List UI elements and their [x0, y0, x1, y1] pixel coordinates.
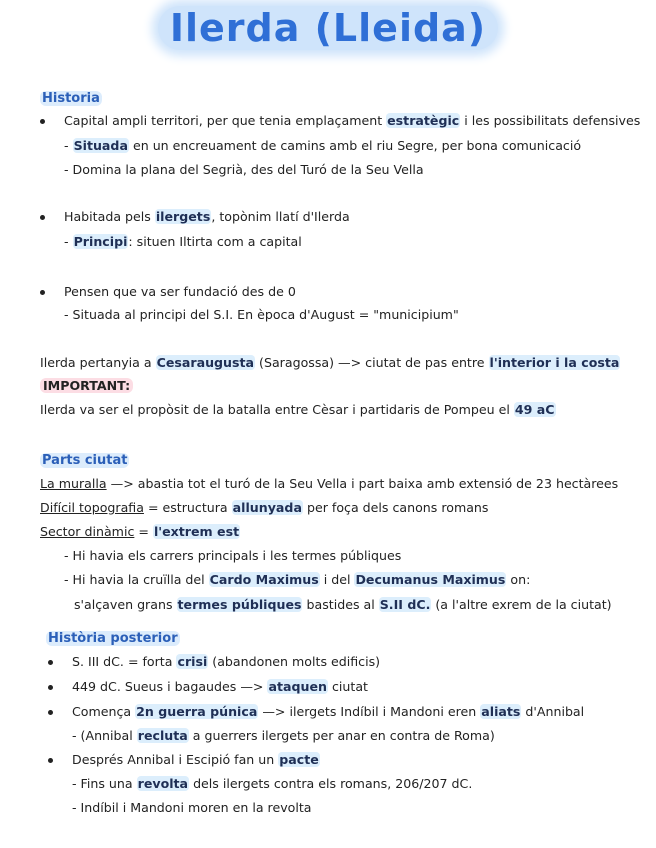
bullet-line	[48, 752, 53, 768]
text: Després Annibal i Escipió fan un	[72, 752, 279, 767]
important-label: IMPORTANT:	[40, 378, 133, 393]
bold-text: Decumanus Maximus	[355, 572, 506, 587]
bold-text: Situada	[73, 138, 128, 153]
text: -	[64, 138, 73, 153]
text: —> ilergets Indíbil i Mandoni eren	[258, 704, 481, 719]
bold-text: l'interior i la costa	[489, 355, 620, 370]
historia-b1s2: - Domina la plana del Segrià, des del Turó de la Seu Vella	[64, 162, 424, 177]
parts-l3s1: - Hi havia els carrers principals i les termes públiques	[64, 548, 402, 563]
historia-b2	[64, 209, 350, 225]
important-line	[40, 378, 133, 394]
bold-text: allunyada	[232, 500, 302, 515]
text: S. III dC. = forta	[72, 654, 177, 669]
bullet-dot-icon	[40, 215, 45, 220]
posterior-b2	[72, 679, 368, 695]
text: i les possibilitats defensives	[460, 113, 641, 128]
historia-b3s1: - Situada al principi del S.I. En època d'August = "municipium"	[64, 307, 459, 322]
parts-l2	[40, 500, 488, 516]
section-parts	[40, 452, 129, 469]
text: Comença	[72, 704, 136, 719]
bold-text: Cardo Maximus	[209, 572, 319, 587]
underlined-text: La muralla	[40, 476, 107, 491]
parts-l1	[40, 476, 618, 492]
bold-text: 2n guerra púnica	[136, 704, 258, 719]
section-historia	[40, 90, 102, 107]
bullet-dot-icon	[40, 290, 45, 295]
text: = estructura	[143, 500, 232, 515]
text: bastides al	[302, 597, 379, 612]
underlined-text: Sector dinàmic	[40, 524, 135, 539]
bullet-line	[40, 209, 45, 225]
underlined-text: Difícil topografia	[40, 500, 144, 515]
parts-l3s3	[74, 597, 612, 613]
section-posterior	[46, 630, 180, 647]
text: -	[64, 234, 73, 249]
text: , topònim llatí d'Ilerda	[211, 209, 350, 224]
text: : situen Iltirta com a capital	[128, 234, 302, 249]
text: Habitada pels	[64, 209, 155, 224]
bold-text: crisi	[177, 654, 208, 669]
section-heading: Parts ciutat	[42, 453, 128, 468]
historia-b1s1	[64, 138, 581, 154]
text: (abandonen molts edificis)	[208, 654, 381, 669]
bullet-line	[48, 679, 53, 695]
text: - Hi havia la cruïlla del	[64, 572, 209, 587]
posterior-b4s2: - Indíbil i Mandoni moren en la revolta	[72, 800, 312, 815]
section-heading: Història posterior	[48, 631, 178, 646]
page-title: Ilerda (Lleida)	[158, 6, 498, 50]
text: per foça dels canons romans	[302, 500, 489, 515]
bullet-dot-icon	[48, 710, 53, 715]
bullet-dot-icon	[40, 119, 45, 124]
title-wrap	[0, 6, 656, 50]
historia-b2s1	[64, 234, 302, 250]
text: dels ilergets contra els romans, 206/207 dC.	[189, 776, 473, 791]
bullet-line	[40, 113, 45, 129]
text: d'Annibal	[521, 704, 585, 719]
bold-text: aliats	[481, 704, 521, 719]
text: en un encreuament de camins amb el riu Segre, per bona comunicació	[128, 138, 582, 153]
posterior-b3	[72, 704, 584, 720]
bold-text: pacte	[279, 752, 319, 767]
bullet-dot-icon	[48, 685, 53, 690]
text: a guerrers ilergets per anar en contra de Roma)	[188, 728, 495, 743]
posterior-b1	[72, 654, 380, 670]
text: (a l'altre exrem de la ciutat)	[431, 597, 612, 612]
bold-text: termes públiques	[177, 597, 302, 612]
text: i del	[319, 572, 355, 587]
bullet-line	[48, 654, 53, 670]
text: - (Annibal	[72, 728, 137, 743]
historia-p1	[40, 355, 620, 371]
historia-b1	[64, 113, 640, 129]
bold-text: ataquen	[268, 679, 327, 694]
text: Ilerda va ser el propòsit de la batalla entre Cèsar i partidaris de Pompeu el	[40, 402, 514, 417]
text: —> abastia tot el turó de la Seu Vella i part baixa amb extensió de 23 hectàrees	[106, 476, 619, 491]
historia-b3: Pensen que va ser fundació des de 0	[64, 284, 296, 299]
parts-l3	[40, 524, 240, 540]
bold-text: 49 aC	[514, 402, 555, 417]
text: - Fins una	[72, 776, 137, 791]
text: =	[134, 524, 153, 539]
bullet-dot-icon	[48, 758, 53, 763]
text: Capital ampli territori, per que tenia emplaçament	[64, 113, 387, 128]
bold-text: ilergets	[155, 209, 211, 224]
bullet-line	[40, 284, 45, 300]
text: ciutat	[327, 679, 368, 694]
historia-p2	[40, 402, 556, 418]
bold-text: recluta	[137, 728, 188, 743]
posterior-b4	[72, 752, 320, 768]
bold-text: Cesaraugusta	[156, 355, 255, 370]
bullet-dot-icon	[48, 660, 53, 665]
bold-text: revolta	[137, 776, 189, 791]
text: Ilerda pertanyia a	[40, 355, 156, 370]
bold-text: Principi	[73, 234, 128, 249]
posterior-b3s1	[72, 728, 495, 744]
text: (Saragossa) —> ciutat de pas entre	[255, 355, 489, 370]
bullet-line	[48, 704, 53, 720]
bold-text: estratègic	[387, 113, 460, 128]
bold-text: l'extrem est	[153, 524, 240, 539]
parts-l3s2	[64, 572, 530, 588]
text: s'alçaven grans	[74, 597, 177, 612]
posterior-b4s1	[72, 776, 472, 792]
text: 449 dC. Sueus i bagaudes —>	[72, 679, 268, 694]
bold-text: S.II dC.	[379, 597, 431, 612]
section-heading: Historia	[42, 91, 100, 106]
text: on:	[506, 572, 531, 587]
